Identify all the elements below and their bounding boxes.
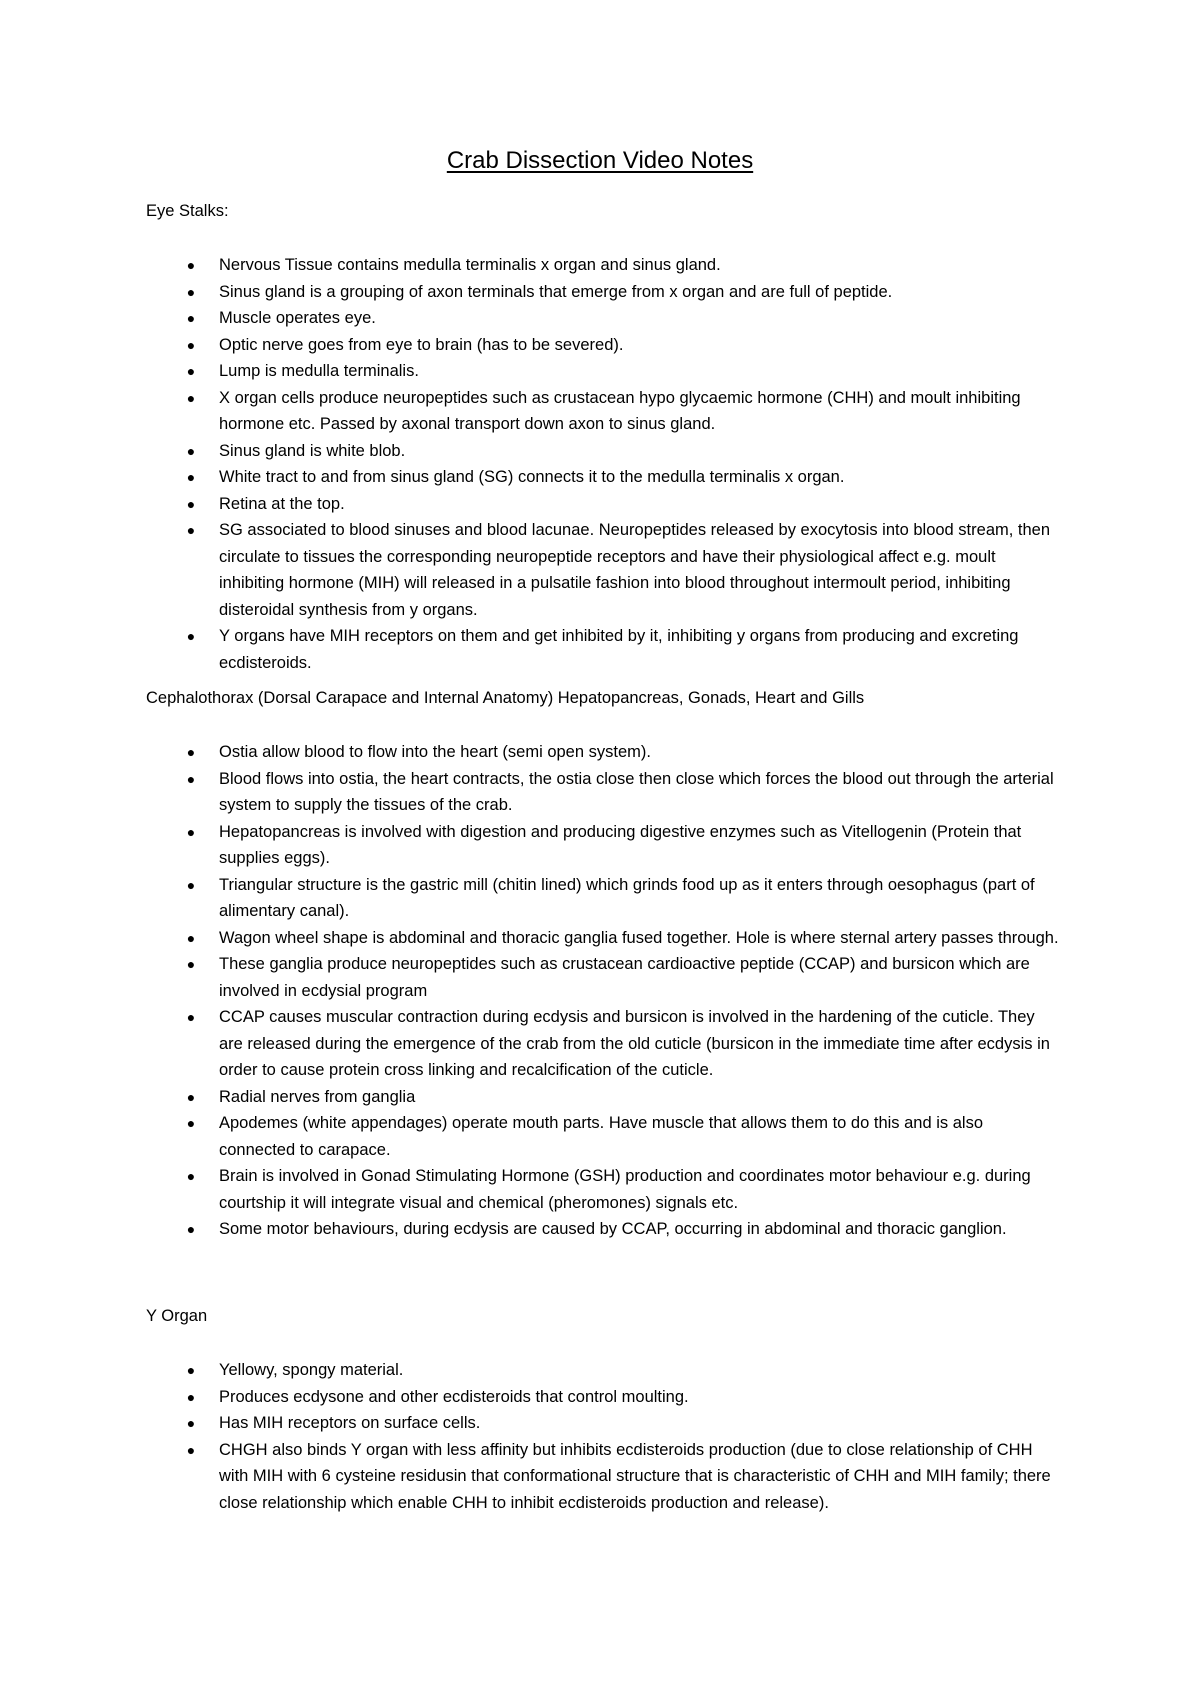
page-title: Crab Dissection Video Notes	[446, 147, 754, 174]
list-item-text: X organ cells produce neuropeptides such as crustacean hypo glycaemic hormone (CHH) and moult inhibiting hormone etc. Passed by axonal transport down axon to sinus gland.	[219, 388, 1021, 433]
bullet-icon: ●	[186, 469, 196, 485]
list-item	[0, 491, 1200, 518]
list-item	[0, 517, 1200, 623]
list-item-text: Some motor behaviours, during ecdysis are caused by CCAP, occurring in abdominal and thoracic ganglion.	[219, 1220, 1007, 1238]
list-item-text: Muscle operates eye.	[219, 309, 376, 327]
list-item	[0, 1384, 1200, 1411]
bullet-icon: ●	[186, 823, 196, 840]
bullet-icon: ●	[186, 495, 196, 512]
list-item-text: SG associated to blood sinuses and blood lacunae. Neuropeptides released by exocytosis into blood stream, then circulate to tissues the corresponding neuropeptide receptors and have their physiological affect e.g. moult inhibiting hormone (MIH) will released in a pulsatile fashion into blood throughout intermoult period, inhibiting disteroidal synthesis from y organs.	[219, 521, 1051, 619]
list-item-text: CCAP causes muscular contraction during ecdysis and bursicon is involved in the hardening of the cuticle. They are released during the emergence of the crab from the old cuticle (bursicon in the immediate time after ecdysis in order to cause protein cross linking and recalcification of the cuticle.	[219, 1008, 1050, 1079]
list-item-text: Nervous Tissue contains medulla terminalis x organ and sinus gland.	[219, 256, 721, 274]
list-item-text: Produces ecdysone and other ecdisteroids that control moulting.	[219, 1387, 689, 1406]
bullet-icon: ●	[186, 1441, 196, 1458]
bullet-icon: ●	[186, 257, 196, 273]
list-item-text: Brain is involved in Gonad Stimulating Hormone (GSH) production and coordinates motor behaviour e.g. during courtship it will integrate visual and chemical (pheromones) signals etc.	[219, 1167, 1031, 1212]
bullet-icon: ●	[186, 283, 196, 300]
bullet-list	[0, 252, 1200, 676]
bullet-icon: ●	[186, 628, 196, 644]
list-item	[0, 739, 1200, 766]
list-item	[0, 464, 1200, 491]
list-item-text: CHGH also binds Y organ with less affinity but inhibits ecdisteroids production (due to close relationship of CHH with MIH with 6 cysteine residusin that conformational structure that is characteristic of CHH and MIH family; there close relationship which enable CHH to inhibit ecdisteroids production and release).	[219, 1440, 1051, 1512]
list-item-text: Sinus gland is white blob.	[219, 441, 406, 460]
list-item	[0, 332, 1200, 359]
list-item	[0, 819, 1200, 872]
bullet-icon: ●	[186, 1221, 196, 1237]
bullet-icon: ●	[186, 929, 196, 946]
bullet-icon: ●	[186, 310, 196, 326]
bullet-icon: ●	[186, 1388, 196, 1405]
list-item	[0, 438, 1200, 465]
list-item	[0, 1216, 1200, 1243]
list-item-text: Apodemes (white appendages) operate mouth parts. Have muscle that allows them to do this and is also connected to carapace.	[219, 1114, 984, 1159]
list-item	[0, 1004, 1200, 1084]
bullet-icon: ●	[186, 442, 196, 459]
bullet-icon: ●	[186, 1088, 196, 1105]
bullet-icon: ●	[186, 336, 196, 353]
list-item-text: Sinus gland is a grouping of axon terminals that emerge from x organ and are full of peptide.	[219, 282, 893, 301]
list-item-text: Hepatopancreas is involved with digestion and producing digestive enzymes such as Vitellogenin (Protein that supplies eggs).	[219, 822, 1022, 867]
bullet-icon: ●	[186, 389, 196, 406]
bullet-list	[0, 739, 1200, 1243]
bullet-icon: ●	[186, 1009, 196, 1025]
list-item	[0, 925, 1200, 952]
list-item-text: Retina at the top.	[219, 494, 345, 513]
list-item-text: Optic nerve goes from eye to brain (has to be severed).	[219, 335, 624, 354]
bullet-icon: ●	[186, 876, 196, 893]
list-item	[0, 1110, 1200, 1163]
bullet-icon: ●	[186, 522, 196, 538]
list-item	[0, 951, 1200, 1004]
list-item	[0, 1163, 1200, 1216]
list-item	[0, 1084, 1200, 1111]
list-item-text: Ostia allow blood to flow into the heart (semi open system).	[219, 743, 651, 761]
list-item	[0, 252, 1200, 279]
list-item-text: Blood flows into ostia, the heart contracts, the ostia close then close which forces the blood out through the arterial system to supply the tissues of the crab.	[219, 769, 1054, 814]
bullet-icon: ●	[186, 1168, 196, 1184]
section-heading: Eye Stalks:	[146, 202, 229, 220]
list-item	[0, 872, 1200, 925]
list-item	[0, 766, 1200, 819]
list-item-text: White tract to and from sinus gland (SG) connects it to the medulla terminalis x organ.	[219, 468, 845, 486]
bullet-icon: ●	[186, 1415, 196, 1431]
list-item	[0, 1410, 1200, 1437]
list-item	[0, 385, 1200, 438]
list-item	[0, 623, 1200, 676]
list-item-text: Wagon wheel shape is abdominal and thoracic ganglia fused together. Hole is where sternal artery passes through.	[219, 928, 1059, 947]
list-item-text: Yellowy, spongy material.	[219, 1361, 404, 1379]
list-item	[0, 279, 1200, 306]
section-heading: Y Organ	[146, 1307, 208, 1325]
bullet-icon: ●	[186, 1115, 196, 1131]
bullet-icon: ●	[186, 363, 196, 379]
list-item-text: Triangular structure is the gastric mill (chitin lined) which grinds food up as it enters through oesophagus (part of alimentary canal).	[219, 875, 1035, 920]
list-item	[0, 358, 1200, 385]
bullet-icon: ●	[186, 744, 196, 760]
bullet-icon: ●	[186, 1362, 196, 1378]
bullet-icon: ●	[186, 956, 196, 972]
list-item-text: These ganglia produce neuropeptides such as crustacean cardioactive peptide (CCAP) and bursicon which are involved in ecdysial program	[219, 955, 1030, 1000]
list-item-text: Lump is medulla terminalis.	[219, 362, 419, 380]
list-item	[0, 1357, 1200, 1384]
bullet-list	[0, 1357, 1200, 1516]
list-item	[0, 1437, 1200, 1517]
list-item-text: Y organs have MIH receptors on them and get inhibited by it, inhibiting y organs from producing and excreting ecdisteroids.	[219, 627, 1019, 672]
bullet-icon: ●	[186, 770, 196, 787]
list-item-text: Radial nerves from ganglia	[219, 1087, 416, 1106]
list-item	[0, 305, 1200, 332]
section-heading: Cephalothorax (Dorsal Carapace and Internal Anatomy) Hepatopancreas, Gonads, Heart and Gills	[146, 689, 865, 707]
list-item-text: Has MIH receptors on surface cells.	[219, 1414, 481, 1432]
